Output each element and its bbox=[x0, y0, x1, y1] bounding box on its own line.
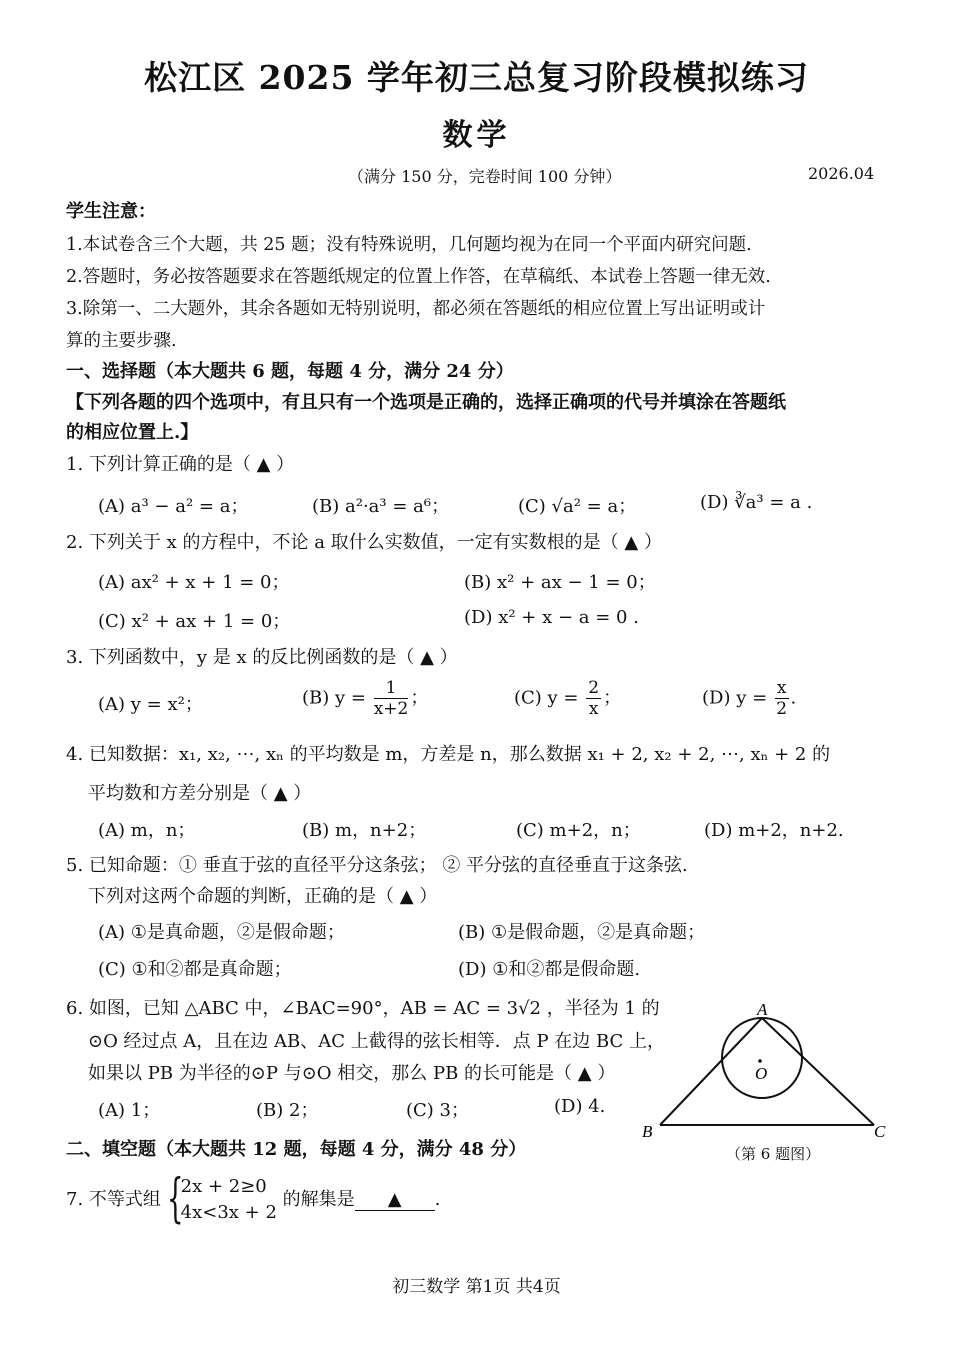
segment-ab bbox=[660, 1018, 762, 1125]
section-1-instruction: 的相应位置上.】 bbox=[66, 422, 199, 443]
question-6-option-a: (A) 1； bbox=[98, 1100, 161, 1121]
question-5-option-b: (B) ①是假命题，②是真命题； bbox=[458, 922, 706, 943]
option-label: (C) y = bbox=[514, 687, 579, 709]
notice-item: 算的主要步骤. bbox=[66, 331, 177, 351]
question-2-option-d: (D) x² + x − a = 0 . bbox=[464, 607, 639, 628]
notice-item: 1.本试卷含三个大题，共 25 题；没有特殊说明，几何题均视为在同一个平面内研究问题. bbox=[66, 235, 752, 255]
notice-item: 2.答题时，务必按答题要求在答题纸规定的位置上作答，在草稿纸、本试卷上答题一律无效. bbox=[66, 267, 771, 287]
brace-icon: { bbox=[166, 1169, 184, 1229]
fraction bbox=[775, 678, 789, 719]
inequality-system bbox=[166, 1169, 277, 1229]
question-1-option-a: (A) a³ − a² = a； bbox=[98, 496, 249, 517]
exam-date: 2026.04 bbox=[808, 164, 875, 183]
option-label: (B) y = bbox=[302, 687, 366, 709]
question-1-option-b: (B) a²·a³ = a⁶； bbox=[312, 496, 450, 517]
question-5-option-a: (A) ①是真命题，②是假命题； bbox=[98, 922, 345, 943]
exam-subject: 数学 bbox=[442, 118, 511, 153]
question-5-stem: 5. 已知命题：① 垂直于弦的直径平分这条弦； ② 平分弦的直径垂直于这条弦. bbox=[66, 855, 688, 876]
denominator: 2 bbox=[776, 699, 788, 719]
question-2-option-c: (C) x² + ax + 1 = 0； bbox=[98, 611, 291, 632]
question-4-option-b: (B) m，n+2； bbox=[302, 820, 427, 841]
figure-caption: （第 6 题图） bbox=[726, 1145, 821, 1163]
question-2-option-a: (A) ax² + x + 1 = 0； bbox=[98, 572, 290, 593]
question-6-option-d: (D) 4. bbox=[554, 1096, 606, 1117]
denominator: x+2 bbox=[373, 699, 409, 719]
center-point-o bbox=[758, 1059, 762, 1063]
question-7-suffix: 的解集是 bbox=[282, 1189, 355, 1210]
question-4-option-c: (C) m+2，n； bbox=[516, 820, 641, 841]
exam-title: 松江区 2025 学年初三总复习阶段模拟练习 bbox=[144, 58, 809, 97]
notice-item: 3.除第一、二大题外，其余各题如无特别说明，都必须在答题纸的相应位置上写出证明或计 bbox=[66, 299, 766, 319]
question-5-stem-cont: 下列对这两个命题的判断，正确的是（ ▲ ） bbox=[88, 886, 438, 907]
label-b: B bbox=[642, 1122, 653, 1141]
numerator: x bbox=[776, 678, 787, 698]
question-1-option-c: (C) √a² = a； bbox=[518, 496, 637, 517]
denominator: x bbox=[588, 699, 599, 719]
fraction bbox=[586, 678, 601, 719]
inequality-row: 4x<3x + 2 bbox=[180, 1202, 277, 1223]
question-3-option-c bbox=[514, 678, 621, 719]
question-7-end: . bbox=[434, 1189, 441, 1210]
exam-info: （满分 150 分，完卷时间 100 分钟） bbox=[348, 167, 622, 186]
question-6-option-c: (C) 3； bbox=[406, 1100, 469, 1121]
page-footer: 初三数学 第1页 共4页 bbox=[392, 1277, 561, 1297]
question-3-option-a: (A) y = x²； bbox=[98, 694, 203, 715]
circle-o bbox=[722, 1018, 802, 1098]
section-2-title: 二、填空题（本大题共 12 题，每题 4 分，满分 48 分） bbox=[66, 1139, 527, 1160]
inequality-row: 2x + 2≥0 bbox=[180, 1176, 267, 1197]
question-1-stem: 1. 下列计算正确的是（ ▲ ） bbox=[66, 454, 295, 475]
separator: ； bbox=[410, 687, 429, 709]
numerator: 1 bbox=[374, 678, 409, 699]
question-6-stem-cont: 如果以 PB 为半径的⊙P 与⊙O 相交，那么 PB 的长可能是（ ▲ ） bbox=[88, 1063, 616, 1084]
separator: . bbox=[790, 687, 797, 709]
question-5-option-c: (C) ①和②都是真命题； bbox=[98, 959, 292, 980]
label-o: O bbox=[755, 1064, 768, 1083]
answer-blank[interactable]: ▲ bbox=[355, 1189, 435, 1211]
question-2-option-b: (B) x² + ax − 1 = 0； bbox=[464, 572, 656, 593]
question-3-option-d bbox=[702, 678, 796, 719]
question-6-stem-cont: ⊙O 经过点 A，且在边 AB、AC 上截得的弦长相等．点 P 在边 BC 上， bbox=[88, 1031, 666, 1052]
question-2-stem: 2. 下列关于 x 的方程中，不论 a 取什么实数值，一定有实数根的是（ ▲ ） bbox=[66, 532, 662, 553]
question-3-option-b bbox=[302, 678, 428, 719]
question-6-figure bbox=[630, 995, 900, 1145]
question-4-option-d: (D) m+2，n+2. bbox=[704, 820, 844, 841]
segment-ac bbox=[762, 1018, 874, 1125]
section-1-instruction: 【下列各题的四个选项中，有且只有一个选项是正确的，选择正确项的代号并填涂在答题纸 bbox=[66, 392, 786, 413]
question-7 bbox=[66, 1169, 441, 1229]
option-label: (D) y = bbox=[702, 687, 768, 709]
numerator: 2 bbox=[588, 678, 600, 698]
question-5-option-d: (D) ①和②都是假命题. bbox=[458, 959, 641, 980]
separator: ； bbox=[603, 687, 622, 709]
question-3-stem: 3. 下列函数中，y 是 x 的反比例函数的是（ ▲ ） bbox=[66, 647, 458, 668]
question-7-prefix: 7. 不等式组 bbox=[66, 1189, 161, 1210]
question-1-option-d: (D) ∛a³ = a . bbox=[700, 492, 813, 513]
section-1-title: 一、选择题（本大题共 6 题，每题 4 分，满分 24 分） bbox=[66, 361, 514, 382]
question-6-stem: 6. 如图，已知 △ABC 中，∠BAC=90°，AB = AC = 3√2 ，半径为 1 的 bbox=[66, 998, 660, 1019]
notice-heading: 学生注意： bbox=[66, 201, 156, 222]
fraction bbox=[374, 678, 409, 719]
question-6-option-b: (B) 2； bbox=[256, 1100, 319, 1121]
question-4-option-a: (A) m，n； bbox=[98, 820, 196, 841]
label-a: A bbox=[757, 1000, 768, 1019]
question-4-stem-cont: 平均数和方差分别是（ ▲ ） bbox=[88, 783, 312, 804]
label-c: C bbox=[874, 1122, 886, 1141]
question-4-stem: 4. 已知数据：x₁, x₂, ⋯, xₙ 的平均数是 m，方差是 n，那么数据 x₁ + 2, x₂ + 2, ⋯, xₙ + 2 的 bbox=[66, 744, 831, 765]
